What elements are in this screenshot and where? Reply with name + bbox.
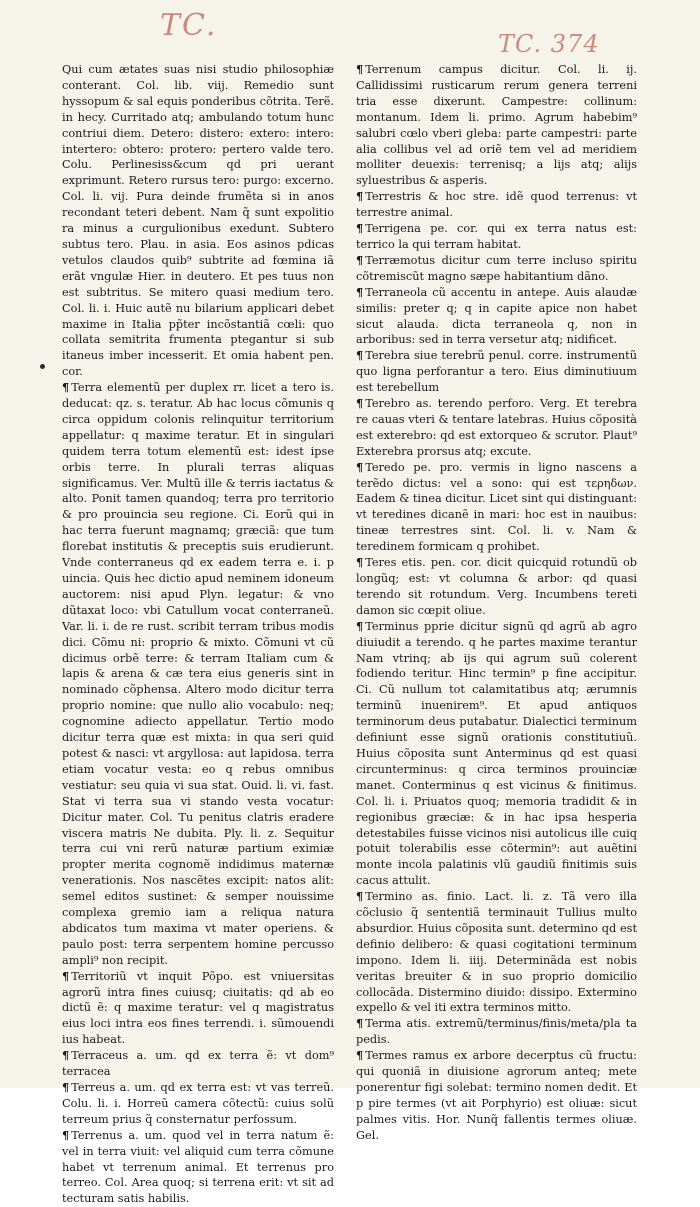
entry-text: Termes ramus ex arbore decerptus cũ fructu: qui quoniã in diuisione agrorum anteq; mete ponerentur figi solebat: termino nomen dedit. Et p pire termes (vt ait Porphyrio) est oliuæ: sicut palmes vitis. Hor. Nunq̃ fallentis termes oliuæ. Gel. bbox=[356, 1049, 637, 1142]
entry-text: Terebra siue terebrũ penul. corre. instrumentũ quo ligna perforantur a tero. Eius diminutiuum est terebellum bbox=[356, 349, 637, 395]
entry-paragraph bbox=[62, 1048, 334, 1080]
entry-paragraph bbox=[356, 619, 637, 889]
entry-text: Terminus pprie dicitur signũ qd agrũ ab agro diuiudit a terendo. q he partes maxime terantur Nam vtrinq; ab ijs qui agrum suũ colerent fodiendo teritur. Hinc termin⁹ p fine accipitur. Ci. Cũ nullum tot calamitatibus atq; ærumnis terminũ inuenirem⁹. Et apud antiquos terminorum deus putabatur. Dialectici terminum definiunt esse signũ orationis constitutiuũ. Huius cõposita sunt Anterminus qd est quasi circunterminus: q circa terminos prouinciæ manet. Conterminus q est vicinus & finitimus. Col. li. i. Priuatos quoq; memoria tradidit & in regionibus græciæ: & in hac ipsa hesperia detestabiles fuisse vicinos nisi autolicus ille cuiq potuit tolerabilis esse cõtermin⁹: aut auẽtini monte incola palatinis vlũ gaudiũ finitimis suis cacus attulit. bbox=[356, 619, 637, 888]
entry-text: Teres etis. pen. cor. dicit quicquid rotundũ ob longũq; est: vt columna & arbor: qd quasi terendo sit rotundum. Verg. Incumbens tereti damon sic cœpit oliue. bbox=[356, 556, 637, 617]
right-column bbox=[356, 62, 637, 1142]
paragraph-mark-icon: ¶ bbox=[356, 284, 364, 299]
paragraph-mark-icon: ¶ bbox=[356, 221, 364, 236]
entry-text: Qui cum ætates suas nisi studio philosophiæ conterant. Col. lib. viij. Remedio sunt hyssopum & sal equis ponderibus cõtrita. Terẽ. in hecy. Curritado atq; ambulando totum hunc contriui diem. Detero: distero: extero: intero: intertero: obtero: protero: pertero valde tero. Colu. Perlinesiss&cum qd pri uerant exprimunt. Retero rursus tero: purgo: excerno. Col. li. vij. Pura deinde frumẽta si in anos recondant teteri debent. Nam q̃ sunt expolitio ra minus a curgulionibus exedunt. Subtero subtus tero. Plau. in asia. Eos asinos pdicas vetulos claudos quib⁹ subtrite ad fœmina iã erãt vngulæ Hier. in deutero. Et pes tuus non est subtritus. Se mitero quasi medium tero. Col. li. i. Huic autẽ nu bilarium applicari debet maxime in Italia pp̃ter incõstantiã cœli: quo collata semitrita frumenta ptegantur si sub itaneus imber incesserit. Et omia habent pen. cor. bbox=[62, 63, 334, 379]
entry-text: Teredo pe. pro. vermis in ligno nascens a terẽdo dictus: vel a sono: qui est τερηδων. Eadem & tinea dicitur. Licet sint qui distinguant: vt teredines dicanẽ in mari: hoc est in nauibus: tineæ terrestres sint. Col. li. v. Nam & teredinem formicam q prohibet. bbox=[356, 460, 637, 554]
entry-text: Terrenus a. um. quod vel in terra natum ẽ: vel in terra viuit: vel aliquid cum terra cõmune habet vt terrenum animal. Et terrenus pro terreo. Col. Area quoq; si terrena erit: vt sit ad tecturam satis habilis. bbox=[62, 1128, 334, 1206]
entry-text: Terebro as. terendo perforo. Verg. Et terebra re cauas vteri & tentare latebras. Huius cõposità est exterebro: qd est extorqueo & scrutor. Plaut⁹ Exterebra prorsus atq; excute. bbox=[356, 397, 637, 458]
entry-paragraph bbox=[356, 555, 637, 619]
handwritten-note-right: TC. 374 bbox=[498, 30, 600, 58]
entry-text: Terrestris & hoc stre. idẽ quod terrenus: vt terrestre animal. bbox=[356, 190, 637, 220]
entry-paragraph bbox=[356, 285, 637, 349]
entry-text: Terra elementũ per duplex rr. licet a tero is. deducat: qz. s. teratur. Ab hac locus cõmunis q circa oppidum colonis relinquitur territorium appellatur: q maxime teratur. Et in singulari quidem terra totum elementũ est: idest ipse orbis terre. In plurali terras aliquas significamus. Ver. Multũ ille & terris iactatus & alto. Ponit tamen quandoq; terra pro territorio & pro prouincia seu regione. Ci. Eorũ qui in hac terra fuerunt magnamq; græciã: que tum florebat institutis & preceptis suis erudierunt. Vnde conterraneus qd ex eadem terra e. i. p uincia. Quis hec dictio apud neminem idoneum auctorem: nisi apud Plyn. legatur: & vno dũtaxat loco: vbi Catullum vocat conterraneũ. Var. li. i. de re rust. scribit terram tribus modis dici. Cõmu ni: proprio & mixto. Cõmuni vt cũ dicimus orbẽ terre: & terram Italiam cum & lapis & arena & cæ tera eius generis sint in nominado cõphensa. Altero modo dicitur terra proprio nomine: que nullo alio vocabulo: neq; cognomine adiecto appellatur. Tertio modo dicitur terra quæ est mixta: in qua seri quid potest & nasci: vt argyllosa: aut lapidosa. terra etiam vocatur vesta: eo q rebus omnibus vestiatur: seu quia vi sua stat. Ouid. li. vi. fast. Stat vi terra sua vi stando vesta vocatur: Dicitur mater. Col. Tu penitus clatris eradere viscera matris Ne dubita. Ply. li. z. Sequitur terra cui vni rerũ naturæ partium eximiæ propter merita cognomẽ indidimus maternæ venerationis. Nos nascẽtes excipit: natos alit: semel editos sustinet: & semper nouissime complexa gremio iam a reliqua natura abdicatos tum maxima vt mater operiens. & paulo post: terra serpentem homine percusso ampli⁹ non recipit. bbox=[62, 381, 334, 967]
paragraph-mark-icon: ¶ bbox=[356, 62, 364, 76]
paragraph-mark-icon: ¶ bbox=[356, 348, 364, 363]
entry-paragraph bbox=[356, 189, 637, 221]
entry-text: Terræmotus dicitur cum terre incluso spiritu cõtremiscũt magno sæpe habitantium dãno. bbox=[356, 253, 637, 283]
entry-paragraph bbox=[62, 380, 334, 969]
entry-text: Terrenum campus dicitur. Col. li. ij. Callidissimi rusticarum rerum genera terreni tria esse dixerunt. Campestre: collinum: montanum. Idem li. primo. Agrum habebim⁹ salubri cœlo vberi gleba: parte campestri: parte alia collibus vel ad oriẽ tem vel ad meridiem molliter deuexis: terrenisq; a lijs atq; alijs syluestribus & asperis. bbox=[356, 63, 637, 188]
left-column bbox=[62, 62, 334, 1206]
entry-text: Terreus a. um. qd ex terra est: vt vas terreũ. Colu. li. i. Horreũ camera cõtectũ: cuius solũ terreum prius q̃ consternatur perfossum. bbox=[62, 1081, 334, 1126]
paragraph-mark-icon: ¶ bbox=[62, 968, 70, 983]
entry-text: Terraneola cũ accentu in antepe. Auis alaudæ similis: preter q; q in capite apice non habet sicut alauda. dicta terraneola q, non in arboribus: sed in terra versetur atq; nidificet. bbox=[356, 285, 637, 347]
entry-paragraph bbox=[356, 396, 637, 460]
entry-text: Terrigena pe. cor. qui ex terra natus est: terrico la qui terram habitat. bbox=[356, 222, 637, 251]
entry-paragraph bbox=[356, 253, 637, 285]
entry-paragraph bbox=[356, 1016, 637, 1048]
paragraph-mark-icon: ¶ bbox=[356, 252, 364, 267]
entry-text: Termino as. finio. Lact. li. z. Tã vero illa cõclusio q̃ sententiã terminauit Tullius multo absurdior. Huius cõposita sunt. determino qd est definio delibero: & quasi cogitationi terminum impono. Idem li. iiij. Determinãda est nobis veritas breuiter & in suo proprio domicilio collocãda. Distermino diuido: dissipo. Extermino expello & vel iti extra terminos mitto. bbox=[356, 890, 637, 1015]
entry-text: Terma atis. extremũ/terminus/finis/meta/pla ta pedis. bbox=[356, 1017, 637, 1047]
paragraph-mark-icon: ¶ bbox=[62, 380, 70, 395]
margin-ink-mark bbox=[40, 364, 45, 369]
entry-paragraph bbox=[356, 348, 637, 396]
paragraph-mark-icon: ¶ bbox=[62, 1127, 70, 1142]
entry-paragraph bbox=[356, 221, 637, 253]
paragraph-mark-icon: ¶ bbox=[356, 889, 364, 904]
paragraph-mark-icon: ¶ bbox=[356, 459, 364, 474]
entry-text: Terraceus a. um. qd ex terra ẽ: vt dom⁹ terracea bbox=[62, 1049, 334, 1079]
paragraph-mark-icon: ¶ bbox=[356, 1016, 364, 1031]
paragraph-mark-icon: ¶ bbox=[356, 555, 364, 570]
paragraph-mark-icon: ¶ bbox=[62, 1048, 70, 1063]
paragraph-mark-icon: ¶ bbox=[356, 1048, 364, 1063]
entry-paragraph bbox=[62, 1080, 334, 1128]
entry-paragraph bbox=[62, 62, 334, 380]
entry-paragraph bbox=[356, 460, 637, 555]
entry-paragraph bbox=[62, 969, 334, 1049]
entry-paragraph bbox=[356, 889, 637, 1016]
entry-paragraph bbox=[62, 1128, 334, 1207]
entry-paragraph bbox=[356, 1048, 637, 1143]
handwritten-note-left: TC. bbox=[160, 8, 218, 43]
entry-paragraph bbox=[356, 62, 637, 189]
paragraph-mark-icon: ¶ bbox=[356, 618, 364, 633]
entry-text: Territoriũ vt inquit Põpo. est vniuersitas agrorũ intra fines cuiusq; ciuitatis: qd ab eo dictũ ẽ: q maxime teratur: vel q magistratus eius loci intra eos fines terrendi. i. sũmouendi ius habeat. bbox=[62, 969, 334, 1047]
paragraph-mark-icon: ¶ bbox=[356, 396, 364, 411]
paragraph-mark-icon: ¶ bbox=[62, 1080, 70, 1094]
paragraph-mark-icon: ¶ bbox=[356, 189, 364, 204]
